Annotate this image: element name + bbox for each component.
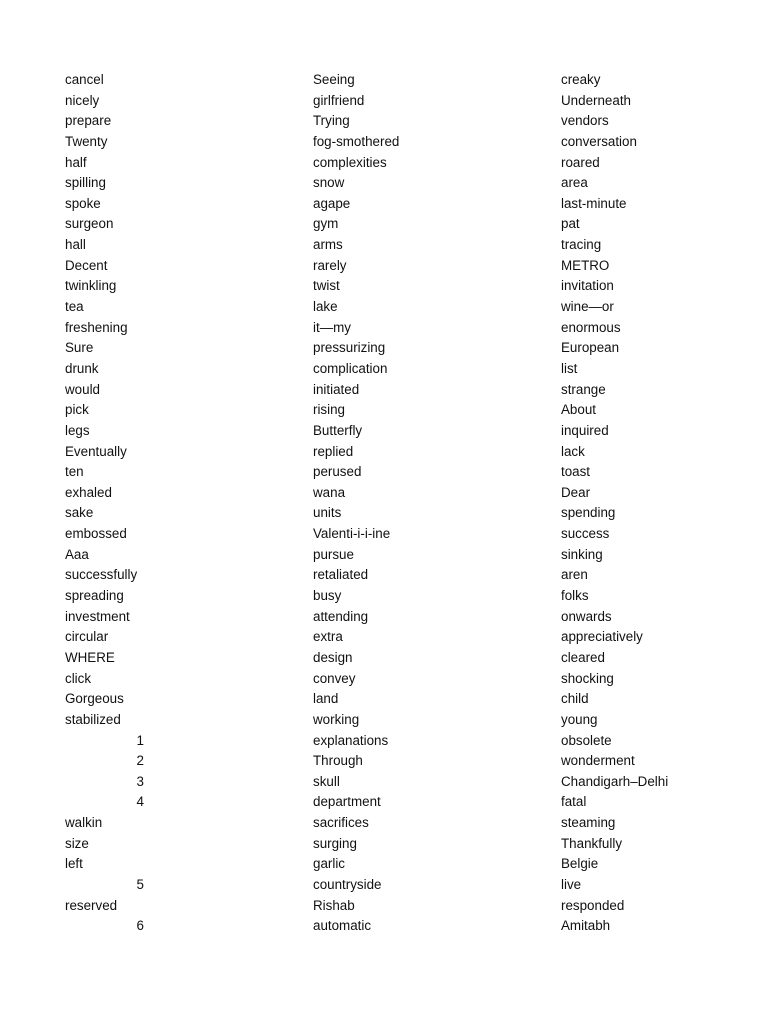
word-cell: attending	[313, 608, 369, 624]
word-cell: ten	[65, 464, 84, 480]
word-cell: replied	[313, 443, 354, 459]
word-cell: wonderment	[561, 753, 635, 769]
word-cell: design	[313, 649, 353, 665]
word-column-2	[313, 70, 533, 937]
word-cell: would	[65, 381, 100, 397]
word-cell: investment	[65, 608, 130, 624]
word-cell: European	[561, 340, 620, 356]
word-cell: Gorgeous	[65, 691, 124, 707]
word-cell: spilling	[65, 175, 106, 191]
word-column-3	[561, 70, 669, 937]
word-cell: agape	[313, 195, 351, 211]
word-cell: Eventually	[65, 443, 127, 459]
word-cell: toast	[561, 464, 591, 480]
word-cell: appreciatively	[561, 629, 643, 645]
word-cell: embossed	[65, 526, 127, 542]
word-cell: tracing	[561, 237, 602, 253]
word-cell: Thankfully	[561, 835, 623, 851]
word-cell: nicely	[65, 92, 100, 108]
word-cell: department	[313, 794, 381, 810]
word-cell: Twenty	[65, 133, 108, 149]
word-cell: live	[561, 876, 582, 892]
word-cell: Decent	[65, 257, 108, 273]
word-cell: spending	[561, 505, 616, 521]
word-cell: skull	[313, 773, 340, 789]
word-cell: Amitabh	[561, 918, 611, 934]
word-cell: size	[65, 835, 89, 851]
word-cell: enormous	[561, 319, 621, 335]
word-cell: Trying	[313, 113, 350, 129]
word-cell: stabilized	[65, 711, 121, 727]
word-cell: freshening	[65, 319, 128, 335]
word-cell: shocking	[561, 670, 614, 686]
word-cell: Valenti-i-i-ine	[313, 526, 391, 542]
word-cell: girlfriend	[313, 92, 365, 108]
word-cell: extra	[313, 629, 343, 645]
word-cell: retaliated	[313, 567, 369, 583]
word-cell: surgeon	[65, 216, 114, 232]
word-cell: click	[65, 670, 92, 686]
word-cell: twinkling	[65, 278, 117, 294]
word-cell: Rishab	[313, 897, 355, 913]
word-cell: cleared	[561, 649, 605, 665]
word-cell: Chandigarh–Delhi	[561, 773, 669, 789]
word-cell: it—my	[313, 319, 351, 335]
word-cell: spreading	[65, 588, 124, 604]
word-cell: pat	[561, 216, 580, 232]
word-cell: legs	[65, 422, 90, 438]
word-cell: pressurizing	[313, 340, 386, 356]
word-cell: surging	[313, 835, 357, 851]
word-cell: lake	[313, 299, 338, 315]
word-cell: responded	[561, 897, 625, 913]
word-cell: Through	[313, 753, 363, 769]
word-cell: aren	[561, 567, 588, 583]
word-cell: wana	[313, 484, 346, 500]
word-cell: units	[313, 505, 342, 521]
word-cell: spoke	[65, 195, 101, 211]
word-cell: wine—or	[561, 299, 614, 315]
word-cell: success	[561, 526, 610, 542]
word-cell: busy	[313, 588, 342, 604]
word-cell: hall	[65, 237, 86, 253]
word-cell: young	[561, 711, 598, 727]
word-cell: steaming	[561, 815, 616, 831]
word-cell: pick	[65, 402, 89, 418]
word-column-1	[65, 70, 175, 937]
word-cell: half	[65, 154, 87, 170]
word-cell: tea	[65, 299, 84, 315]
word-cell: prepare	[65, 113, 112, 129]
word-cell: Seeing	[313, 72, 355, 87]
word-cell: onwards	[561, 608, 612, 624]
word-cell: fog-smothered	[313, 133, 400, 149]
word-cell: sinking	[561, 546, 603, 562]
number-cell: 4	[136, 794, 144, 810]
word-cell: Sure	[65, 340, 94, 356]
word-cell: Aaa	[65, 546, 89, 562]
word-cell: WHERE	[65, 649, 115, 665]
word-cell: METRO	[561, 257, 610, 273]
word-cell: reserved	[65, 897, 118, 913]
word-cell: list	[561, 360, 578, 376]
word-cell: land	[313, 691, 339, 707]
word-cell: complexities	[313, 154, 387, 170]
word-cell: drunk	[65, 360, 99, 376]
word-cell: pursue	[313, 546, 354, 562]
word-cell: obsolete	[561, 732, 612, 748]
word-cell: fatal	[561, 794, 587, 810]
word-cell: sacrifices	[313, 815, 369, 831]
word-cell: left	[65, 856, 83, 872]
word-cell: rising	[313, 402, 345, 418]
number-cell: 1	[136, 732, 144, 748]
word-cell: creaky	[561, 72, 601, 87]
word-cell: arms	[313, 237, 343, 253]
word-cell: perused	[313, 464, 362, 480]
word-cell: automatic	[313, 918, 372, 934]
word-cell: invitation	[561, 278, 614, 294]
word-cell: gym	[313, 216, 339, 232]
word-cell: area	[561, 175, 588, 191]
word-cell: countryside	[313, 876, 382, 892]
word-cell: lack	[561, 443, 585, 459]
word-cell: exhaled	[65, 484, 112, 500]
word-cell: sake	[65, 505, 94, 521]
word-cell: strange	[561, 381, 606, 397]
word-cell: convey	[313, 670, 356, 686]
word-cell: walkin	[65, 815, 103, 831]
word-cell: Belgie	[561, 856, 599, 872]
word-cell: conversation	[561, 133, 637, 149]
number-cell: 5	[136, 876, 144, 892]
word-cell: rarely	[313, 257, 347, 273]
word-cell: garlic	[313, 856, 345, 872]
word-cell: snow	[313, 175, 345, 191]
word-cell: explanations	[313, 732, 389, 748]
word-cell: complication	[313, 360, 388, 376]
word-cell: About	[561, 402, 596, 418]
word-cell: circular	[65, 629, 109, 645]
word-cell: Butterfly	[313, 422, 363, 438]
word-cell: successfully	[65, 567, 138, 583]
word-cell: Underneath	[561, 92, 631, 108]
word-cell: working	[313, 711, 360, 727]
word-cell: initiated	[313, 381, 360, 397]
word-cell: last-minute	[561, 195, 627, 211]
number-cell: 3	[136, 773, 144, 789]
word-cell: roared	[561, 154, 600, 170]
number-cell: 2	[136, 753, 144, 769]
word-cell: folks	[561, 588, 589, 604]
word-cell: vendors	[561, 113, 609, 129]
number-cell: 6	[136, 918, 144, 934]
word-cell: cancel	[65, 72, 104, 87]
word-cell: twist	[313, 278, 340, 294]
word-cell: child	[561, 691, 589, 707]
word-cell: inquired	[561, 422, 609, 438]
word-cell: Dear	[561, 484, 591, 500]
